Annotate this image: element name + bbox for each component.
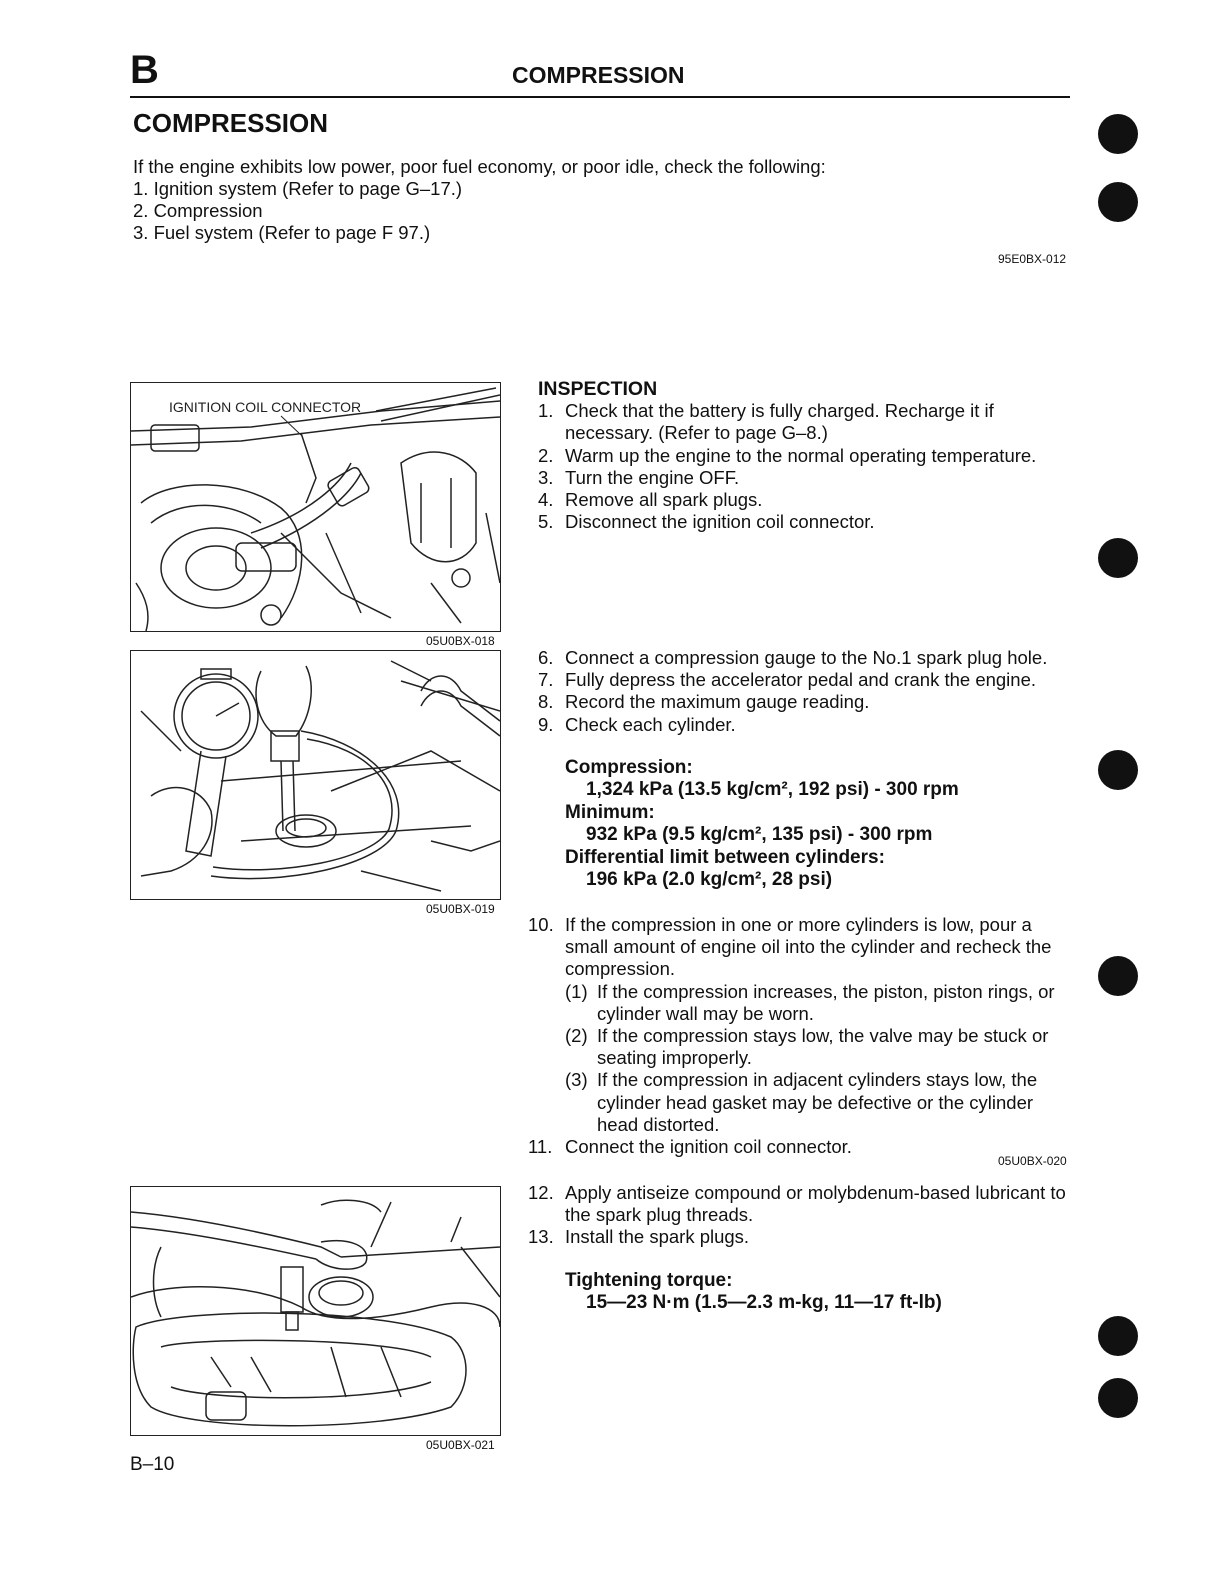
spec-value: 196 kPa (2.0 kg/cm², 28 psi)	[586, 869, 833, 891]
step-item	[538, 467, 1073, 489]
figure-ignition-coil	[130, 382, 501, 632]
spec-value: 15—23 N·m (1.5—2.3 m-kg, 11—17 ft-lb)	[586, 1292, 942, 1314]
substep-text: If the compression in adjacent cylinders stays low, the cylinder head gasket may be defective or the cylinder head distorted.	[597, 1069, 1038, 1135]
step-number: 1.	[538, 400, 554, 422]
binder-hole-marker	[1098, 182, 1138, 222]
compression-spec	[538, 757, 1073, 891]
spec-label: Differential limit between cylinders:	[565, 846, 885, 868]
step-number: 5.	[538, 511, 554, 533]
substep-number: (2)	[565, 1025, 588, 1047]
step-item	[538, 647, 1073, 669]
intro-block	[133, 156, 826, 244]
figure-compression-gauge-illustration	[131, 651, 500, 899]
substep-item	[538, 1069, 1073, 1136]
step-number: 6.	[538, 647, 554, 668]
step-text: Fully depress the accelerator pedal and crank the engine.	[565, 669, 1037, 691]
figure-code: 05U0BX-019	[426, 902, 495, 916]
step-number: 3.	[538, 466, 554, 488]
figure-ignition-coil-illustration	[131, 383, 500, 631]
figure-spark-plug-install	[130, 1186, 501, 1436]
step-item	[538, 511, 1073, 533]
substep-text: If the compression increases, the piston, piston rings, or cylinder wall may be worn.	[597, 980, 1055, 1024]
step-item	[538, 691, 1073, 713]
intro-item: 2. Compression	[133, 200, 263, 221]
figure-spark-plug-install-illustration	[131, 1187, 500, 1435]
step-text: Record the maximum gauge reading.	[565, 691, 870, 713]
spec-label: Compression:	[565, 757, 693, 778]
step-number: 13.	[528, 1226, 554, 1248]
inspection-steps-6-9	[538, 647, 1073, 736]
figure-code: 05U0BX-021	[426, 1438, 495, 1452]
step-item	[528, 914, 1073, 981]
step-code: 05U0BX-020	[998, 1154, 1067, 1168]
step-text: If the compression in one or more cylinders is low, pour a small amount of engine oil into the cylinder and recheck the compression.	[565, 914, 1052, 980]
step-item	[538, 445, 1073, 467]
header-title: COMPRESSION	[512, 62, 685, 88]
intro-code: 95E0BX-012	[998, 252, 1067, 266]
substep-text: If the compression stays low, the valve may be stuck or seating improperly.	[597, 1025, 1049, 1069]
figure-label: IGNITION COIL CONNECTOR	[169, 399, 362, 415]
binder-hole-marker	[1098, 1378, 1138, 1418]
step-item	[528, 1182, 1073, 1226]
step-number: 8.	[538, 691, 554, 713]
step-number: 4.	[538, 489, 554, 511]
step-text: Remove all spark plugs.	[565, 489, 763, 511]
step-item	[528, 1226, 1073, 1248]
step-text: Warm up the engine to the normal operating temperature.	[565, 444, 1037, 466]
binder-hole-marker	[1098, 538, 1138, 578]
spec-label: Minimum:	[565, 801, 655, 823]
step-item	[538, 489, 1073, 511]
step-number: 12.	[528, 1182, 554, 1203]
binder-hole-marker	[1098, 1316, 1138, 1356]
inspection-steps-10-11	[528, 914, 1073, 1158]
page-number: B–10	[130, 1454, 175, 1475]
step-item	[538, 400, 1073, 444]
figure-code: 05U0BX-018	[426, 634, 495, 648]
step-text: Connect a compression gauge to the No.1 spark plug hole.	[565, 647, 1048, 668]
spec-label: Tightening torque:	[565, 1270, 733, 1291]
spec-value: 1,324 kPa (13.5 kg/cm², 192 psi) - 300 rpm	[586, 779, 959, 801]
substep-number: (1)	[565, 980, 588, 1002]
inspection-steps-12-13	[528, 1182, 1073, 1249]
step-text: Disconnect the ignition coil connector.	[565, 511, 875, 533]
substep-item	[538, 981, 1073, 1025]
binder-hole-marker	[1098, 750, 1138, 790]
step-text: Turn the engine OFF.	[565, 466, 740, 488]
step-text: Connect the ignition coil connector.	[565, 1136, 852, 1158]
substep-number: (3)	[565, 1069, 588, 1091]
intro-item: 3. Fuel system (Refer to page F 97.)	[133, 222, 431, 243]
step-item	[538, 669, 1073, 691]
section-letter: B	[130, 48, 159, 92]
inspection-steps-1-5	[538, 378, 1073, 533]
step-number: 10.	[528, 914, 554, 935]
step-text: Apply antiseize compound or molybdenum-based lubricant to the spark plug threads.	[565, 1182, 1066, 1226]
step-text: Check that the battery is fully charged. Recharge it if necessary. (Refer to page G–8.)	[565, 400, 994, 444]
torque-spec	[538, 1270, 1073, 1315]
page-title: COMPRESSION	[133, 108, 329, 138]
intro-text: If the engine exhibits low power, poor fuel economy, or poor idle, check the following:	[133, 156, 826, 177]
step-text: Install the spark plugs.	[565, 1226, 750, 1248]
step-number: 2.	[538, 444, 554, 466]
figure-compression-gauge	[130, 650, 501, 900]
step-text: Check each cylinder.	[565, 713, 736, 735]
intro-item: 1. Ignition system (Refer to page G–17.)	[133, 178, 463, 199]
step-number: 7.	[538, 669, 554, 691]
header-rule	[130, 96, 1070, 98]
step-item	[538, 714, 1073, 736]
step-item	[528, 1136, 1073, 1158]
inspection-heading: INSPECTION	[538, 378, 658, 400]
binder-hole-marker	[1098, 956, 1138, 996]
step-number: 9.	[538, 713, 554, 735]
spec-value: 932 kPa (9.5 kg/cm², 135 psi) - 300 rpm	[586, 824, 933, 846]
step-number: 11.	[528, 1136, 553, 1158]
substep-item	[538, 1025, 1073, 1069]
binder-hole-marker	[1098, 114, 1138, 154]
